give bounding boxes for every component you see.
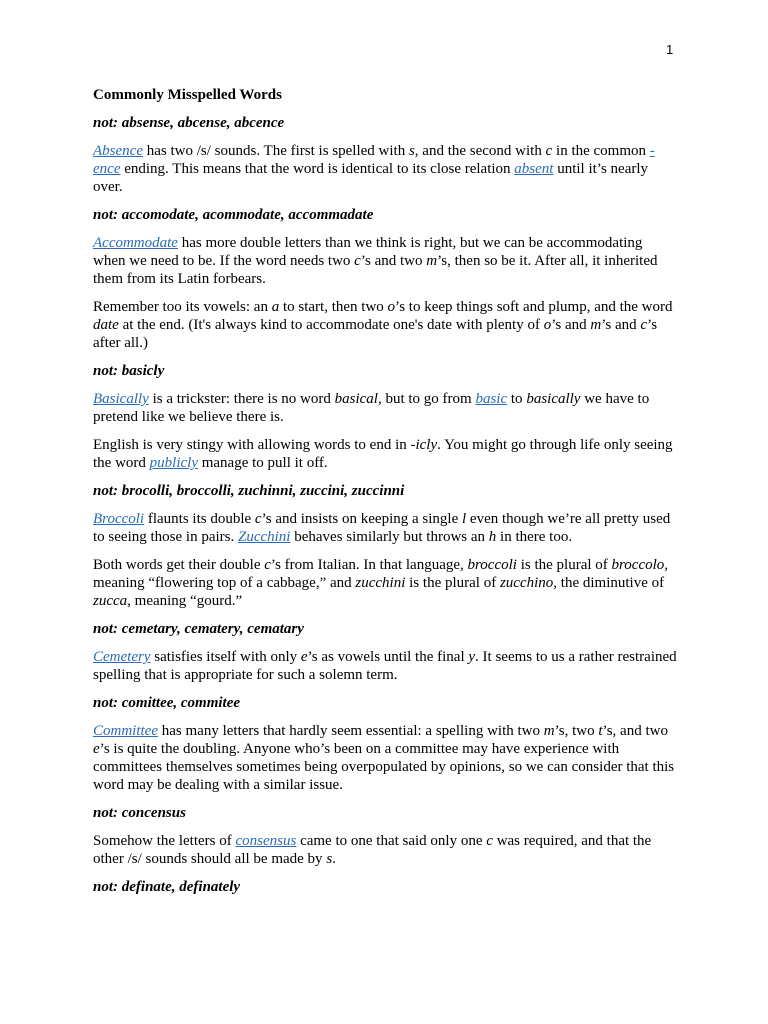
italic-text: e — [93, 741, 100, 757]
text: . It seems to us a rather restrained spelling that is appropriate for such a solemn term. — [93, 649, 677, 683]
text: ’s and insists on keeping a single — [261, 511, 462, 527]
text: , the diminutive of — [553, 575, 665, 591]
link-absent[interactable]: absent — [514, 161, 554, 177]
link-absence[interactable]: Absence — [93, 143, 143, 159]
italic-text: l — [462, 511, 467, 527]
text: ’s after all.) — [93, 317, 658, 351]
italic-text: broccoli — [467, 557, 517, 573]
paragraph-absence — [93, 142, 678, 196]
italic-text: basically — [526, 391, 581, 407]
text: ’s, and two — [602, 723, 668, 739]
link-cemetery[interactable]: Cemetery — [93, 649, 151, 665]
link-basically[interactable]: Basically — [93, 391, 149, 407]
text: , but to go from — [377, 391, 476, 407]
text: has more double letters than we think is right, but we can be accommodating when we need to be. If the word needs two — [93, 235, 643, 269]
italic-text: e — [300, 649, 308, 665]
text: English is very stingy with allowing words to end in — [93, 437, 411, 453]
italic-text: m — [543, 723, 555, 739]
misspelling-heading-accommodate: not: accomodate, acommodate, accommadate — [93, 207, 374, 223]
text: behaves similarly but throws an — [290, 529, 489, 545]
italic-text: date — [93, 317, 119, 333]
link-accommodate[interactable]: Accommodate — [93, 235, 178, 251]
link-zucchini[interactable]: Zucchini — [237, 529, 291, 545]
paragraph-basically-1 — [93, 390, 678, 426]
text: is the plural of — [516, 557, 612, 573]
link-committee[interactable]: Committee — [93, 723, 158, 739]
italic-text: y — [468, 649, 476, 665]
misspelling-heading-committee: not: comittee, commitee — [93, 695, 241, 711]
italic-text: h — [488, 529, 497, 545]
text: ’s and — [601, 317, 641, 333]
italic-text: c — [354, 253, 361, 269]
italic-text: zucchini — [355, 575, 406, 591]
paragraph-consensus — [93, 832, 678, 868]
page-number: 1 — [666, 42, 674, 57]
italic-text: m — [590, 317, 602, 333]
link-broccoli[interactable]: Broccoli — [93, 511, 145, 527]
text: to — [507, 391, 527, 407]
paragraph-cemetery — [93, 648, 678, 684]
link-ence[interactable]: -ence — [93, 143, 655, 177]
text: even though we’re all pretty used to seeing those in pairs. — [93, 511, 671, 545]
italic-text: c — [545, 143, 553, 159]
text: . — [332, 851, 336, 867]
paragraph-committee — [93, 722, 678, 794]
text: we have to pretend like we believe there is. — [93, 391, 650, 425]
misspelling-heading-basically: not: basicly — [93, 363, 165, 379]
text: came to one that said only one — [296, 833, 487, 849]
text: ending. This means that the word is identical to its close relation — [120, 161, 515, 177]
italic-text: s — [408, 143, 415, 159]
italic-text: c — [264, 557, 271, 573]
italic-text: a — [271, 299, 280, 315]
misspelling-heading-absence: not: absense, abcense, abcence — [93, 115, 285, 131]
text: ’s as vowels until the final — [307, 649, 469, 665]
text: , meaning “flowering top of a cabbage,” and — [93, 557, 669, 591]
italic-text: c — [254, 511, 262, 527]
document-title: Commonly Misspelled Words — [93, 87, 282, 103]
link-basic[interactable]: basic — [475, 391, 508, 407]
text: Somehow the letters of — [93, 833, 236, 849]
text: at the end. (It's always kind to accommodate one's date with plenty of — [118, 317, 544, 333]
text: flaunts its double — [144, 511, 255, 527]
link-publicly[interactable]: publicly — [149, 455, 198, 471]
link-consensus[interactable]: consensus — [235, 833, 297, 849]
text: manage to pull it off. — [197, 455, 328, 471]
italic-text: zucca — [93, 593, 128, 609]
paragraph-accommodate-2 — [93, 298, 678, 352]
text: was required, and that the other /s/ sounds should all be made by — [93, 833, 652, 867]
document-body — [93, 86, 678, 906]
text: in there too. — [496, 529, 573, 545]
text: ’s, then so be it. After all, it inherited them from its Latin forbears. — [93, 253, 658, 287]
text: to start, then two — [279, 299, 388, 315]
text: ’s to keep things soft and plump, and the word — [395, 299, 673, 315]
text: is the plural of — [405, 575, 500, 591]
text: . You might go through life only seeing the word — [93, 437, 673, 471]
italic-text: basical — [334, 391, 378, 407]
text: ’s is quite the doubling. Anyone who’s been on a committee may have experience with committees themselves sometimes being overpopulated by opinions, so we can consider that this word may be dealing with a similar issue. — [93, 741, 675, 793]
italic-text: -icly — [410, 437, 438, 453]
italic-text: o — [387, 299, 396, 315]
text: Both words get their double — [93, 557, 265, 573]
italic-text: o — [543, 317, 552, 333]
text: ’s, two — [554, 723, 599, 739]
misspelling-heading-broccoli: not: brocolli, broccolli, zuchinni, zuccini, zuccinni — [93, 483, 405, 499]
misspelling-heading-definitely: not: definate, definately — [93, 879, 241, 895]
text: ’s and two — [360, 253, 427, 269]
italic-text: m — [426, 253, 438, 269]
paragraph-accommodate-1 — [93, 234, 678, 288]
text: in the common — [552, 143, 650, 159]
text: until it’s nearly over. — [93, 161, 649, 195]
text: ’s from Italian. In that language, — [270, 557, 468, 573]
italic-text: broccolo — [611, 557, 665, 573]
paragraph-broccoli-2 — [93, 556, 678, 610]
text: ’s and — [551, 317, 591, 333]
italic-text: c — [640, 317, 648, 333]
text: is a trickster: there is no word — [148, 391, 335, 407]
italic-text: s — [326, 851, 333, 867]
text: , meaning “gourd.” — [127, 593, 243, 609]
paragraph-broccoli-1 — [93, 510, 678, 546]
italic-text: zucchino — [499, 575, 554, 591]
text: Remember too its vowels: an — [93, 299, 272, 315]
misspelling-heading-cemetery: not: cemetary, cematery, cematary — [93, 621, 304, 637]
text: , and the second with — [414, 143, 546, 159]
text: satisfies itself with only — [150, 649, 301, 665]
paragraph-basically-2 — [93, 436, 678, 472]
italic-text: t — [598, 723, 603, 739]
text: has two /s/ sounds. The first is spelled with — [142, 143, 409, 159]
italic-text: c — [486, 833, 493, 849]
text: has many letters that hardly seem essential: a spelling with two — [158, 723, 544, 739]
misspelling-heading-consensus: not: concensus — [93, 805, 186, 821]
